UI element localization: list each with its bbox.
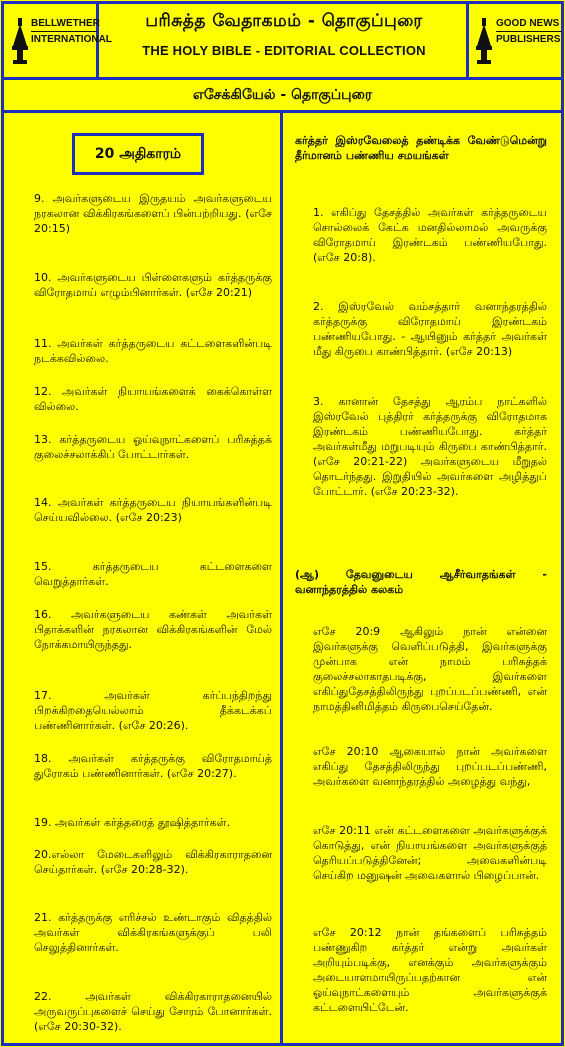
verse-item: 18. அவர்கள் கர்த்தருக்கு விரோதமாய்த் துரோகம் பண்ணினார்கள். (எசே 20:27). — [34, 752, 272, 780]
verse-item: 19. அவர்கள் கர்த்தரைத் தூஷித்தார்கள். — [34, 816, 231, 829]
verse-item: 20.எல்லா மேடைகளிலும் விக்கிரகாராதனை செய்தார்கள். (எசே 20:28-32). — [34, 848, 272, 876]
logo-left-line2: INTERNATIONAL — [31, 34, 112, 45]
section-heading: கர்த்தர் இஸ்ரவேலைத் தண்டிக்க வேண்டுமென்று தீர்மானம் பண்ணிய சமயங்கள் — [295, 134, 547, 162]
scripture-paragraph: எசே 20:11 என் கட்டளைகளை அவர்களுக்குக் கொடுத்து, என் நியாயங்களை அவர்களுக்குத் தெரியப்படுத்தினேன்; அவைகளின்படி செய்கிற மனுஷன் அவைகளால் பிழைப்பான். — [313, 824, 547, 882]
good-news-icon — [474, 16, 494, 66]
title-tamil: பரிசுத்த வேதாகமம் - தொகுப்புரை — [145, 11, 423, 31]
verse-item: 17. அவர்கள் கர்ப்பந்திறந்து பிறக்கிறதையெல்லாம் தீக்கடக்கப் பண்ணினார்கள். (எசே 20:26). — [34, 689, 272, 732]
bellwether-icon — [10, 16, 30, 66]
verse-item: 13. கர்த்தருடைய ஓய்வுநாட்களைப் பரிசுத்தக் குலைச்சலாக்கிப் போட்டார்கள். — [34, 433, 272, 461]
header — [4, 4, 561, 80]
title-english: THE HOLY BIBLE - EDITORIAL COLLECTION — [142, 43, 426, 58]
verse-item: 15. கர்த்தருடைய கட்டளைகளை வெறுத்தார்கள். — [34, 560, 272, 588]
verse-item: 12. அவர்கள் நியாயங்களைக் கைக்கொள்ள வில்லை. — [34, 385, 272, 413]
logo-left-line1: BELLWETHER — [31, 16, 97, 32]
verse-item: 21. கர்த்தருக்கு எரிச்சல் உண்டாகும் விதத்தில் அவர்கள் விக்கிரகங்களுக்குப் பலி செலுத்தினார்கள். — [34, 911, 272, 954]
verse-item: 14. அவர்கள் கர்த்தருடைய நியாயங்களின்படி செய்யவில்லை. (எசே 20:23) — [34, 496, 272, 524]
left-column — [4, 113, 283, 1046]
list-item: 3. கானான் தேசத்து ஆரம்ப நாட்களில் இஸ்ரவேல் புத்திரர் கர்த்தருக்கு விரோதமாக இரண்டகம் பண்ணியபோது. கர்த்தர் அவர்கள்மீது மறுபடியும் கிருபை காண்பித்தார். (எசே 20:21-22) அவர்களுடைய மீறுதல் தொடர்ந்தது. இறுதியில் அவர்களை அழித்துப் போட்டார். (எசே 20:23-32). — [313, 395, 547, 498]
verse-item: 16. அவர்களுடைய கண்கள் அவர்கள் பிதாக்களின் நரகலான விக்கிரகங்களின் மேல் நோக்கமாயிருந்தது. — [34, 608, 272, 651]
verse-item: 10. அவர்களுடைய பிள்ளைகளும் கர்த்தருக்கு விரோதமாய் எழும்பினார்கள். (எசே 20:21) — [34, 271, 272, 299]
bellwether-logo — [4, 4, 112, 77]
scripture-paragraph: எசே 20:10 ஆகையால் நான் அவர்களை எகிப்து தேசத்திலிருந்து புறப்படப்பண்ணி, அவர்களை வனாந்தரத்தில் அழைத்து வந்து, — [313, 745, 547, 788]
page-frame — [1, 1, 564, 1046]
verse-item: 11. அவர்கள் கர்த்தருடைய கட்டளைகளின்படி நடக்கவில்லை. — [34, 337, 272, 365]
verse-item: 22. அவர்கள் விக்கிரகாராதனையில் அருவருப்புகளைச் செய்து சோரம் போனார்கள். (எசே 20:30-32). — [34, 990, 272, 1033]
good-news-logo — [466, 4, 561, 77]
logo-right-line2: PUBLISHERS — [496, 34, 561, 45]
list-item: 1. எகிப்து தேசத்தில் அவர்கள் கர்த்தருடைய சொல்லைக் கேட்க மனதில்லாமல் அவருக்கு விரோதமாய் இரண்டகம் பண்ணியபோது. (எசே 20:8). — [313, 206, 547, 264]
section-b-heading: (ஆ) தேவனுடைய ஆசீர்வாதங்கள் - வனாந்தரத்தில் கலகம் — [295, 568, 547, 596]
title-box — [102, 4, 466, 77]
subheader: எசேக்கியேல் - தொகுப்புரை — [4, 80, 561, 113]
verse-item: 9. அவர்களுடைய இருதயம் அவர்களுடைய நரகலான விக்கிரகங்களைப் பின்பற்றியது. (எசே 20:15) — [34, 192, 272, 235]
list-item: 2. இஸ்ரவேல் வம்சத்தார் வனாந்தரத்தில் கர்த்தருக்கு விரோதமாய் இரண்டகம் பண்ணியபோது. - ஆயினும் கர்த்தர் அவர்கள் மீது கிருபை காண்பித்தார். (எசே 20:13) — [313, 300, 547, 358]
scripture-paragraph: எசே 20:12 நான் தங்களைப் பரிசுத்தம் பண்ணுகிற கர்த்தர் என்று அவர்கள் அறியும்படிக்கு, எனக்கும் அவர்களுக்கும் அடையாளமாயிருப்பதற்கான என் ஓய்வுநாட்களையும் அவர்களுக்குக் கட்டளையிட்டேன். — [313, 926, 547, 1014]
logo-right-line1: GOOD NEWS — [496, 16, 562, 32]
chapter-title: 20 அதிகாரம் — [72, 133, 204, 175]
scripture-paragraph: எசே 20:9 ஆகிலும் நான் என்னை இவர்களுக்கு வெளிப்படுத்தி, இவர்களுக்கு முன்பாக என் நாமம் பரிசுத்தக் குலைச்சலாகாதபடிக்கு, இவர்களை எகிப்துதேசத்திலிருந்து புறப்படப்பண்ணி, என் நாமத்தினிமித்தம் கிருபைசெய்தேன். — [313, 625, 547, 713]
right-column — [283, 113, 561, 1046]
